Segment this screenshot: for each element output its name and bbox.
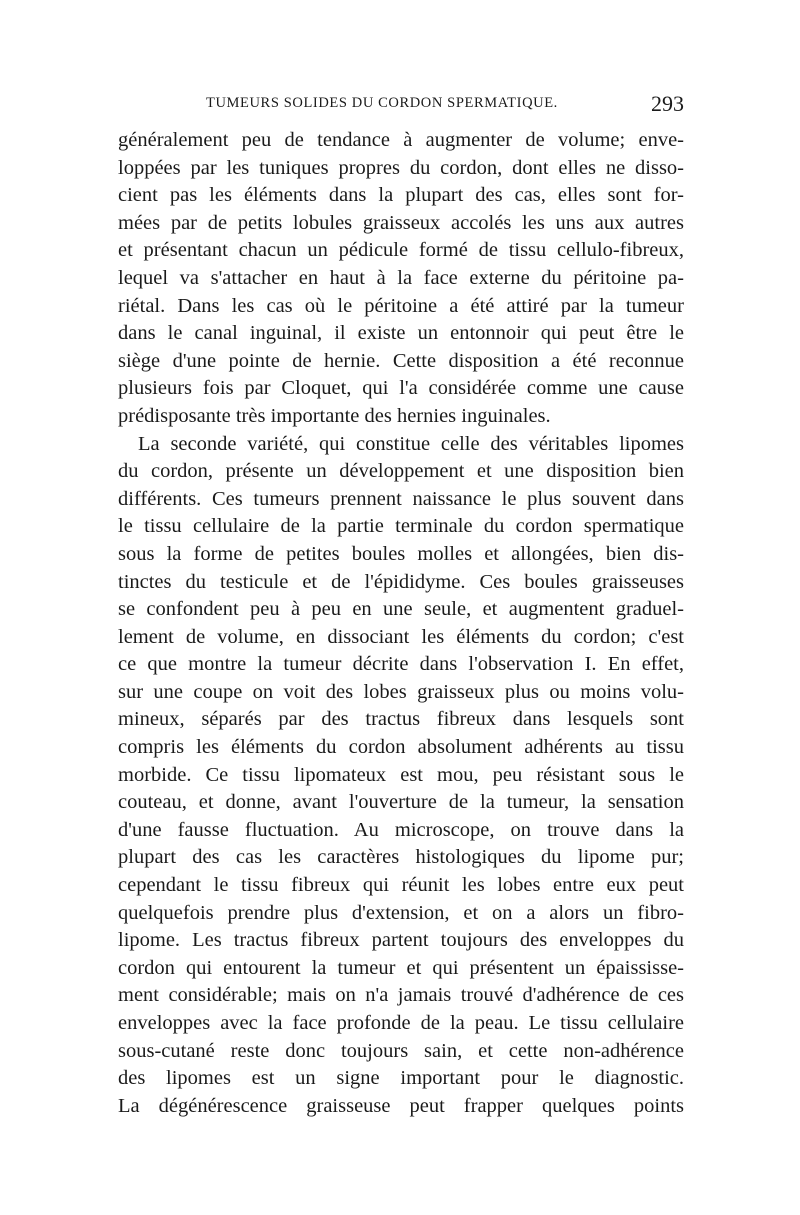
text-line: mées par de petits lobules graisseux accolés les uns aux autres — [118, 211, 684, 234]
text-line: prédisposante très importante des hernies inguinales. — [118, 404, 551, 427]
text-line: lequel va s'attacher en haut à la face externe du péritoine pa- — [118, 266, 684, 289]
text-line: enveloppes avec la face profonde de la peau. Le tissu cellulaire — [118, 1012, 684, 1034]
text-line: cordon qui entourent la tumeur et qui présentent un épaississe- — [118, 956, 684, 979]
text-line: morbide. Ce tissu lipomateux est mou, peu résistant sous le — [118, 763, 684, 786]
text-line: plupart des cas les caractères histologiques du lipome pur; — [118, 846, 684, 869]
text-line: siège d'une pointe de hernie. Cette disposition a été reconnue — [118, 349, 684, 372]
text-line: tinctes du testicule et de l'épididyme. Ces boules graisseuses — [118, 570, 684, 593]
text-line: plusieurs fois par Cloquet, qui l'a considérée comme une cause — [118, 377, 684, 400]
text-line: lement de volume, en dissociant les éléments du cordon; c'est — [118, 625, 684, 648]
text-line: lipome. Les tractus fibreux partent toujours des enveloppes du — [118, 929, 684, 952]
text-line: couteau, et donne, avant l'ouverture de la tumeur, la sensation — [118, 791, 684, 814]
text-line: mineux, séparés par des tractus fibreux dans lesquels sont — [118, 708, 684, 731]
paragraph-start-line: La seconde variété, qui constitue celle des véritables lipomes — [138, 432, 684, 455]
text-line: cient pas les éléments dans la plupart des cas, elles sont for- — [118, 184, 684, 207]
text-line: sous-cutané reste donc toujours sain, et cette non-adhérence — [118, 1039, 684, 1062]
text-line: cependant le tissu fibreux qui réunit les lobes entre eux peut — [118, 874, 684, 897]
text-line: dans le canal inguinal, il existe un entonnoir qui peut être le — [118, 322, 684, 345]
text-line: généralement peu de tendance à augmenter de volume; enve- — [118, 129, 684, 151]
text-line: ment considérable; mais on n'a jamais trouvé d'adhérence de ces — [118, 984, 684, 1007]
running-title: TUMEURS SOLIDES DU CORDON SPERMATIQUE. — [206, 95, 558, 111]
running-head — [118, 91, 684, 121]
text-line: sur une coupe on voit des lobes graisseux plus ou moins volu- — [118, 680, 684, 703]
text-line: et présentant chacun un pédicule formé de tissu cellulo-fibreux, — [118, 239, 684, 262]
text-line: des lipomes est un signe important pour le diagnostic. — [118, 1067, 684, 1090]
text-line: d'une fausse fluctuation. Au microscope, on trouve dans la — [118, 818, 684, 841]
text-line: loppées par les tuniques propres du cordon, dont elles ne disso- — [118, 156, 684, 179]
text-line: La dégénérescence graisseuse peut frapper quelques points — [118, 1094, 684, 1117]
text-line: le tissu cellulaire de la partie terminale du cordon spermatique — [118, 515, 684, 538]
text-line: différents. Ces tumeurs prennent naissance le plus souvent dans — [118, 487, 684, 510]
text-line: du cordon, présente un développement et une disposition bien — [118, 460, 684, 483]
text-line: sous la forme de petites boules molles et allongées, bien dis- — [118, 542, 684, 565]
page-number: 293 — [651, 91, 684, 116]
text-line: riétal. Dans les cas où le péritoine a été attiré par la tumeur — [118, 294, 684, 317]
text-line: quelquefois prendre plus d'extension, et on a alors un fibro- — [118, 901, 684, 924]
text-line: se confondent peu à peu en une seule, et augmentent graduel- — [118, 598, 684, 621]
text-line: compris les éléments du cordon absolument adhérents au tissu — [118, 736, 684, 759]
text-line: ce que montre la tumeur décrite dans l'observation I. En effet, — [118, 653, 684, 676]
body-text — [118, 127, 684, 1120]
